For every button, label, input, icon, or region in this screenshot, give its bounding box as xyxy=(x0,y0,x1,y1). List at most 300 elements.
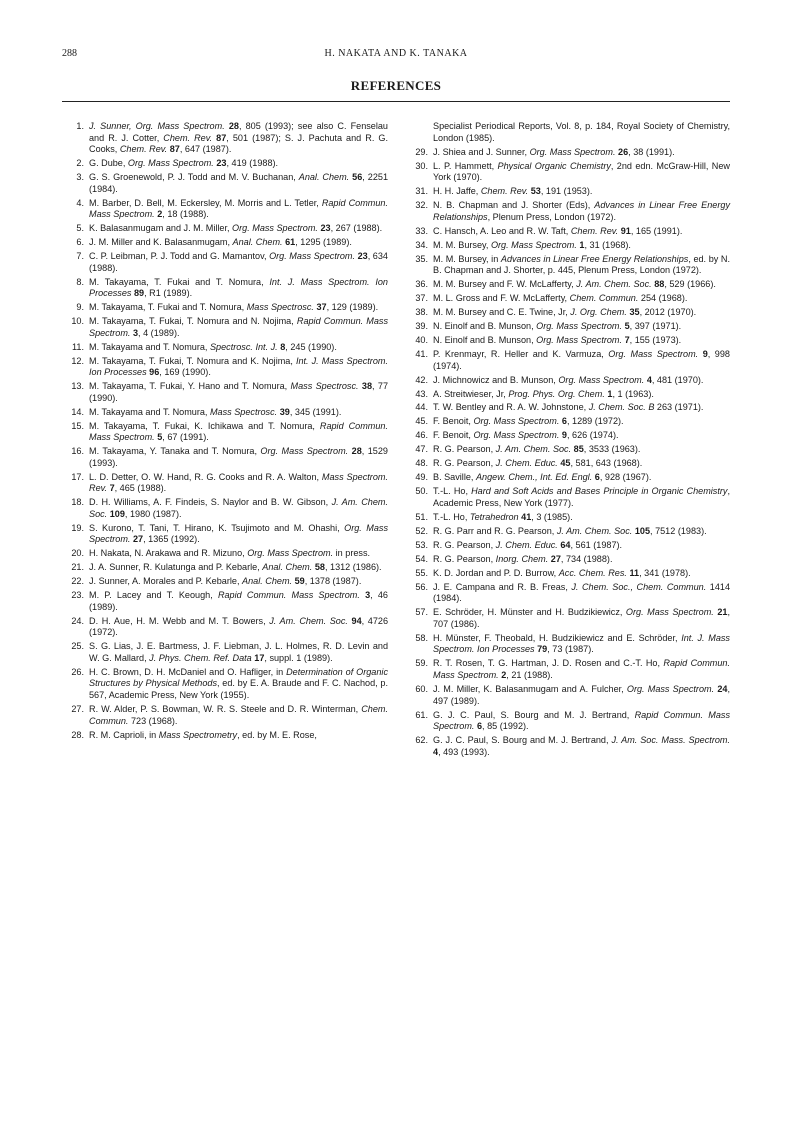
reference-number: 60. xyxy=(415,683,428,694)
reference-segment: , 561 (1987). xyxy=(570,539,623,550)
reference-number: 22. xyxy=(71,576,84,587)
reference-segment: , 1289 (1972). xyxy=(566,416,624,427)
reference-number: 52. xyxy=(415,525,428,536)
reference-segment: J. E. Campana and R. B. Freas, xyxy=(433,581,572,592)
reference-text xyxy=(89,667,388,700)
reference-segment: R. G. Parr and R. G. Pearson, xyxy=(433,525,557,536)
reference-volume: 1 xyxy=(607,388,613,399)
reference-number: 55. xyxy=(415,567,428,578)
reference-segment: M. M. Bursey, xyxy=(433,239,491,250)
reference-number: 23. xyxy=(71,590,84,601)
reference-segment: , 634 (1988). xyxy=(89,251,388,273)
reference-title: J. Am. Chem. Soc. xyxy=(89,497,388,519)
reference-text xyxy=(433,486,730,508)
reference-volume: 88 xyxy=(654,279,665,290)
reference-number: 37. xyxy=(415,293,428,304)
reference-segment: J. Sunner, A. Morales and P. Kebarle, xyxy=(89,576,243,587)
reference-volume: 85 xyxy=(573,444,584,455)
reference-item xyxy=(62,121,388,156)
reference-segment: N. B. Chapman and J. Shorter (Eds), xyxy=(433,200,595,211)
reference-text xyxy=(433,240,631,250)
reference-segment: , 46 (1989). xyxy=(89,590,388,612)
reference-text xyxy=(433,402,703,412)
reference-item xyxy=(62,172,388,195)
reference-text xyxy=(89,421,388,443)
reference-item xyxy=(406,633,730,656)
reference-segment: , 1980 (1987). xyxy=(124,508,182,519)
reference-title: Angew. Chem., Int. Ed. Engl. xyxy=(475,472,593,483)
reference-segment: K. D. Jordan and P. D. Burrow, xyxy=(433,567,559,578)
reference-segment: , 3 (1985). xyxy=(531,511,573,522)
page-number: 288 xyxy=(62,48,77,59)
reference-text xyxy=(433,335,681,345)
reference-segment: H. H. Jaffe, xyxy=(433,186,481,197)
reference-text xyxy=(89,302,378,312)
reference-segment: M. Takayama, T. Fukai, Y. Hano and T. Nomura, xyxy=(89,381,291,392)
reference-segment: , 497 (1989). xyxy=(433,683,730,706)
reference-text xyxy=(433,254,730,276)
reference-number: 59. xyxy=(415,658,428,669)
reference-text xyxy=(433,512,573,522)
reference-number: 54. xyxy=(415,553,428,564)
reference-volume: 61 xyxy=(285,237,296,248)
reference-title: Chem. Commun. xyxy=(89,703,388,726)
reference-text xyxy=(433,375,703,385)
reference-volume: 58 xyxy=(314,562,325,573)
reference-number: 44. xyxy=(415,402,428,413)
reference-title: J. Org. Chem. xyxy=(570,307,627,318)
reference-segment: R. G. Pearson, xyxy=(433,458,496,469)
reference-item xyxy=(62,548,388,560)
reference-number: 27. xyxy=(71,703,84,714)
reference-item xyxy=(406,349,730,372)
reference-title: Chem. Commun. xyxy=(569,293,639,304)
reference-volume: 28 xyxy=(351,446,362,457)
reference-segment: , 2nd edn. McGraw-Hill, New York (1970). xyxy=(433,160,731,183)
reference-segment: , 734 (1988). xyxy=(560,553,613,564)
reference-item xyxy=(406,568,730,580)
reference-title: Int. J. Mass Spectrom. Ion Processes xyxy=(433,632,730,655)
reference-title: Determination of Organic Structures by Physical Methods xyxy=(89,666,388,689)
reference-number: 35. xyxy=(415,253,428,264)
reference-title: Rapid Commun. Mass Spectrom. xyxy=(217,590,360,601)
reference-volume: 35 xyxy=(629,307,640,318)
reference-text xyxy=(89,342,337,352)
reference-number: 43. xyxy=(415,388,428,399)
reference-number: 34. xyxy=(415,239,428,250)
reference-segment: , 21 (1988). xyxy=(506,669,553,680)
reference-segment: C. P. Leibman, P. J. Todd and G. Mamantov, xyxy=(89,251,270,262)
reference-volume: 56 xyxy=(352,172,363,183)
reference-number: 25. xyxy=(71,641,84,652)
reference-segment: , 2012 (1970). xyxy=(639,307,697,318)
reference-segment: 254 (1968). xyxy=(638,293,688,304)
reference-volume: 37 xyxy=(316,302,327,313)
reference-volume: 3 xyxy=(365,590,371,601)
reference-number: 7. xyxy=(76,251,84,262)
reference-text xyxy=(433,293,687,303)
reference-segment: , 267 (1988). xyxy=(330,223,383,234)
reference-title: Org. Mass Spectrom. xyxy=(473,430,560,441)
reference-item xyxy=(406,554,730,566)
reference-segment: M. Takayama and T. Nomura, xyxy=(89,406,210,417)
reference-item xyxy=(406,161,730,184)
reference-segment: J. M. Miller and K. Balasanmugam, xyxy=(89,237,233,248)
reference-segment: H. Nakata, N. Arakawa and R. Mizuno, xyxy=(89,548,248,559)
reference-item xyxy=(406,293,730,305)
reference-text xyxy=(433,389,654,399)
reference-segment: R. T. Rosen, T. G. Hartman, J. D. Rosen and C.-T. Ho, xyxy=(433,658,664,669)
reference-item xyxy=(406,335,730,347)
reference-text xyxy=(89,616,388,638)
reference-text xyxy=(433,472,651,482)
reference-text xyxy=(433,554,612,564)
reference-segment: M. L. Gross and F. W. McLafferty, xyxy=(433,293,570,304)
reference-title: Org. Mass Spectrom. xyxy=(558,374,645,385)
reference-segment: , 1295 (1989). xyxy=(295,237,352,248)
reference-text xyxy=(89,704,388,726)
reference-item xyxy=(62,251,388,274)
reference-item xyxy=(406,458,730,470)
reference-number: 11. xyxy=(72,341,84,352)
reference-number: 28. xyxy=(71,729,84,740)
reference-title: Physical Organic Chemistry xyxy=(497,160,611,171)
reference-number: 8. xyxy=(76,276,84,287)
reference-segment: M. Takayama and T. Nomura, xyxy=(89,341,210,352)
reference-number: 62. xyxy=(415,735,428,746)
reference-text xyxy=(89,497,388,519)
section-title: REFERENCES xyxy=(350,78,442,93)
reference-text xyxy=(433,279,716,289)
reference-number: 53. xyxy=(415,539,428,550)
reference-text xyxy=(433,526,707,536)
reference-segment: H. C. Brown, D. H. McDaniel and O. Hafliger, in xyxy=(89,666,287,677)
reference-segment: M. Takayama, T. Fukai and T. Nomura, xyxy=(89,302,247,313)
reference-segment: , 805 (1993); see also C. Fenselau and R. J. Cotter, xyxy=(89,121,388,143)
reference-item xyxy=(406,389,730,401)
reference-title: Advances in Linear Free Energy Relationships xyxy=(500,253,689,264)
reference-item xyxy=(406,526,730,538)
reference-number: 41. xyxy=(415,348,428,359)
reference-text xyxy=(89,223,382,233)
reference-item xyxy=(406,200,730,223)
reference-text xyxy=(433,684,730,706)
reference-number: 51. xyxy=(415,511,428,522)
reference-title: J. Am. Chem. Soc. xyxy=(556,525,633,536)
reference-title: Anal. Chem. xyxy=(262,562,313,573)
reference-volume: 91 xyxy=(620,225,631,236)
reference-item xyxy=(62,590,388,613)
reference-title: J. Am. Chem. Soc. xyxy=(576,279,652,290)
reference-segment: , 397 (1971). xyxy=(629,321,682,332)
reference-title: J. Am. Chem. Soc. xyxy=(269,615,348,626)
reference-title: Int. J. Mass Spectrom. Ion Processes xyxy=(89,355,388,378)
reference-segment: , 4 (1989). xyxy=(138,327,180,338)
reference-segment: , 1378 (1987). xyxy=(304,576,362,587)
reference-title: Chem. Rev. xyxy=(480,186,529,197)
reference-text xyxy=(433,540,622,550)
reference-text xyxy=(89,158,278,168)
reference-segment: , 998 (1974). xyxy=(433,348,730,371)
reference-segment: J. Michnowicz and B. Munson, xyxy=(433,374,559,385)
reference-segment: , 481 (1970). xyxy=(651,374,704,385)
reference-title: J. Chem. Soc. B xyxy=(588,402,655,413)
reference-number: 17. xyxy=(71,471,84,482)
reference-title: Spectrosc. Int. J. xyxy=(209,341,278,352)
reference-title: Org. Mass Spectrom. xyxy=(490,239,577,250)
reference-volume: 3 xyxy=(132,327,139,338)
reference-number: 19. xyxy=(71,522,84,533)
reference-number: 31. xyxy=(415,186,428,197)
reference-segment: , 1365 (1992). xyxy=(143,534,200,545)
reference-volume: 38 xyxy=(361,381,373,392)
reference-text xyxy=(89,576,361,586)
reference-title: Chem. Rev. xyxy=(163,132,213,143)
reference-item xyxy=(406,416,730,428)
reference-text xyxy=(89,381,388,403)
reference-item xyxy=(406,582,730,605)
reference-segment: C. Hansch, A. Leo and R. W. Taft, xyxy=(433,225,571,236)
reference-title: Org. Mass Spectrom. xyxy=(127,158,214,169)
reference-volume: 4 xyxy=(646,374,652,385)
reference-segment: , 581, 643 (1968). xyxy=(570,458,643,469)
reference-segment: , Plenum Press, London (1972). xyxy=(487,211,616,222)
reference-title: Org. Mass Spectrom. xyxy=(260,446,349,457)
reference-segment: L. P. Hammett, xyxy=(433,160,498,171)
reference-segment: M. P. Lacey and T. Keough, xyxy=(89,590,218,601)
reference-segment: , 73 (1987). xyxy=(547,644,594,655)
reference-title: Anal. Chem. xyxy=(298,172,350,183)
reference-item xyxy=(62,302,388,314)
reference-segment: 723 (1968). xyxy=(128,715,178,726)
reference-item xyxy=(406,444,730,456)
reference-volume: 45 xyxy=(560,458,571,469)
reference-number: 26. xyxy=(71,666,84,677)
reference-number: 4. xyxy=(76,197,84,208)
reference-segment: , 85 (1992). xyxy=(482,721,529,732)
reference-title: Advances in Linear Free Energy Relationships xyxy=(433,200,730,222)
reference-title: Org. Mass Spectrom. xyxy=(247,548,334,559)
reference-volume: 64 xyxy=(560,539,571,550)
reference-number: 1. xyxy=(76,121,84,131)
reference-segment: , 18 (1988). xyxy=(162,209,209,220)
reference-item xyxy=(406,147,730,159)
reference-volume: 9 xyxy=(561,430,567,441)
reference-item xyxy=(406,684,730,707)
reference-item xyxy=(406,658,730,681)
reference-text xyxy=(89,590,388,612)
reference-segment: , 38 (1991). xyxy=(628,146,675,157)
reference-segment: M. M. Bursey and F. W. McLafferty, xyxy=(433,279,577,290)
reference-number: 42. xyxy=(415,374,428,385)
reference-segment: A. Streitwieser, Jr, xyxy=(433,388,509,399)
reference-item xyxy=(406,186,730,198)
reference-item xyxy=(62,223,388,235)
reference-segment: G. S. Groenewold, P. J. Todd and M. V. Buchanan, xyxy=(89,172,299,183)
reference-volume: 8 xyxy=(280,341,286,352)
reference-number: 12. xyxy=(71,355,84,366)
reference-segment: , 626 (1974). xyxy=(566,430,619,441)
reference-item xyxy=(406,240,730,252)
reference-title: Org. Mass Spectrom. xyxy=(626,683,715,694)
reference-item xyxy=(62,381,388,404)
reference-text xyxy=(433,186,592,196)
reference-text xyxy=(89,446,388,468)
reference-text xyxy=(433,710,730,732)
reference-segment: G. J. C. Paul, S. Bourg and M. J. Bertrand, xyxy=(433,735,612,746)
reference-text xyxy=(89,523,388,545)
reference-segment: N. Einolf and B. Munson, xyxy=(433,335,537,345)
reference-item xyxy=(406,710,730,733)
reference-volume: 24 xyxy=(717,683,728,694)
reference-item xyxy=(406,607,730,630)
reference-segment: M. Takayama, T. Fukai, T. Nomura and N. Nojima, xyxy=(89,316,297,327)
reference-volume: 53 xyxy=(530,186,541,197)
reference-item xyxy=(62,407,388,419)
reference-item xyxy=(406,279,730,291)
reference-item xyxy=(406,226,730,238)
reference-title: Org. Mass Spectrom. xyxy=(269,251,356,262)
reference-item xyxy=(406,402,730,414)
reference-number: 32. xyxy=(415,200,428,211)
reference-volume: 9 xyxy=(702,348,708,359)
reference-item xyxy=(406,254,730,277)
reference-text xyxy=(89,251,388,273)
reference-segment: D. H. Williams, A. F. Findeis, S. Naylor and B. W. Gibson, xyxy=(89,497,332,508)
reference-title: J. Am. Soc. Mass. Spectrom. xyxy=(611,735,731,746)
running-head: H. NAKATA AND K. TANAKA xyxy=(324,48,468,59)
reference-segment: H. Münster, F. Theobald, H. Budzikiewicz and E. Schröder, xyxy=(433,632,682,643)
reference-number: 58. xyxy=(415,632,428,643)
reference-segment: R. W. Alder, P. S. Bowman, W. R. S. Steele and D. R. Winterman, xyxy=(89,703,362,714)
reference-number: 33. xyxy=(415,225,428,236)
reference-item xyxy=(62,237,388,249)
reference-segment: , 1 (1963). xyxy=(612,388,654,399)
reference-segment: R. G. Pearson, xyxy=(433,553,496,564)
reference-title: J. Am. Chem. Soc. xyxy=(495,444,572,455)
header-rule xyxy=(62,101,730,102)
reference-segment: , 529 (1966). xyxy=(664,279,716,290)
reference-text xyxy=(89,198,388,220)
reference-item xyxy=(406,512,730,524)
reference-text xyxy=(433,416,624,426)
reference-segment: M. M. Bursey, in xyxy=(433,253,501,264)
reference-segment: , ed. by E. A. Braude and F. C. Nachod, p. 567, Academic Press, New York (1955). xyxy=(89,678,388,700)
reference-text xyxy=(433,200,730,222)
reference-segment: , 341 (1978). xyxy=(639,567,691,578)
reference-number: 9. xyxy=(76,302,84,313)
references-column-right xyxy=(406,121,730,761)
reference-segment: , 928 (1967). xyxy=(599,472,652,483)
reference-number: 3. xyxy=(76,172,84,183)
reference-number: 29. xyxy=(415,146,428,157)
reference-volume: 2 xyxy=(501,669,507,680)
reference-item xyxy=(62,316,388,339)
reference-item xyxy=(62,277,388,300)
reference-item xyxy=(62,446,388,469)
reference-volume: 39 xyxy=(279,406,290,417)
reference-item xyxy=(406,430,730,442)
reference-volume: 26 xyxy=(618,146,629,157)
reference-item xyxy=(62,641,388,664)
reference-text xyxy=(433,430,619,440)
reference-title: J. Chem. Soc., Chem. Commun. xyxy=(571,581,707,592)
reference-number: 48. xyxy=(415,458,428,469)
reference-number: 46. xyxy=(415,430,428,441)
reference-text xyxy=(89,407,341,417)
reference-segment: T. W. Bentley and R. A. W. Johnstone, xyxy=(433,402,589,413)
reference-title: Anal. Chem. xyxy=(242,576,293,587)
reference-number: 14. xyxy=(71,406,84,417)
reference-text xyxy=(89,121,388,154)
reference-segment: , 493 (1993). xyxy=(438,746,490,757)
reference-segment: M. M. Bursey and C. E. Twine, Jr, xyxy=(433,307,571,318)
reference-text xyxy=(89,356,388,378)
reference-segment: G. J. C. Paul, S. Bourg and M. J. Bertrand, xyxy=(433,709,635,720)
reference-item xyxy=(406,540,730,552)
reference-segment: T.-L. Ho, xyxy=(433,511,470,522)
reference-title: J. Chem. Educ. xyxy=(495,458,558,469)
reference-volume: 23 xyxy=(357,251,368,262)
reference-item xyxy=(62,472,388,495)
reference-title: Mass Spectrometry xyxy=(158,729,238,740)
reference-segment: , 707 (1986). xyxy=(433,607,730,629)
reference-text xyxy=(433,582,730,604)
reference-segment: P. Krenmayr, R. Heller and K. Varmuza, xyxy=(433,348,609,359)
reference-item xyxy=(62,158,388,170)
reference-title: J. Chem. Educ. xyxy=(495,539,558,550)
reference-title: Inorg. Chem. xyxy=(495,553,549,564)
reference-segment: , 155 (1973). xyxy=(629,335,682,345)
reference-title: Rapid Commun. Mass Spectrom. xyxy=(433,709,730,732)
reference-text xyxy=(89,237,352,247)
reference-text xyxy=(89,641,388,663)
reference-segment: , 4726 (1972). xyxy=(89,615,388,638)
reference-item xyxy=(406,375,730,387)
reference-segment: , 1312 (1986). xyxy=(324,562,382,573)
reference-item xyxy=(62,198,388,221)
reference-segment: , 31 (1968). xyxy=(584,239,631,250)
reference-continuation: Specialist Periodical Reports, Vol. 8, p. 184, Royal Society of Chemistry, London (1985). xyxy=(433,121,730,143)
reference-title: Rapid Commun. Mass Spectrom. xyxy=(433,658,730,680)
reference-number: 57. xyxy=(415,607,428,618)
reference-segment: , suppl. 1 (1989). xyxy=(264,652,333,663)
reference-segment: T.-L. Ho, xyxy=(433,486,472,497)
reference-text xyxy=(433,349,730,371)
reference-item xyxy=(406,486,730,509)
reference-volume: 6 xyxy=(476,721,483,732)
reference-text xyxy=(89,316,388,338)
reference-segment: M. Takayama, T. Fukai, T. Nomura and K. Nojima, xyxy=(89,355,296,366)
reference-title: Chem. Rev. xyxy=(570,225,619,236)
reference-item xyxy=(62,497,388,520)
reference-volume: 105 xyxy=(634,525,651,536)
reference-number: 47. xyxy=(415,444,428,455)
reference-segment: R. G. Pearson, xyxy=(433,539,496,550)
reference-title: Rapid Commun. Mass Spectrom. xyxy=(89,197,388,220)
reference-volume: 79 xyxy=(537,644,548,655)
reference-text xyxy=(433,735,730,757)
reference-segment: , 345 (1991). xyxy=(289,406,342,417)
reference-segment: E. Schröder, H. Münster and H. Budzikiewicz, xyxy=(433,607,626,618)
reference-segment: B. Saville, xyxy=(433,472,476,483)
reference-number: 24. xyxy=(71,615,84,626)
reference-volume: 4 xyxy=(433,746,439,757)
reference-title: Hard and Soft Acids and Bases Principle in Organic Chemistry xyxy=(471,486,728,497)
reference-item xyxy=(406,307,730,319)
reference-number: 2. xyxy=(76,158,84,169)
reference-number: 36. xyxy=(415,279,428,290)
